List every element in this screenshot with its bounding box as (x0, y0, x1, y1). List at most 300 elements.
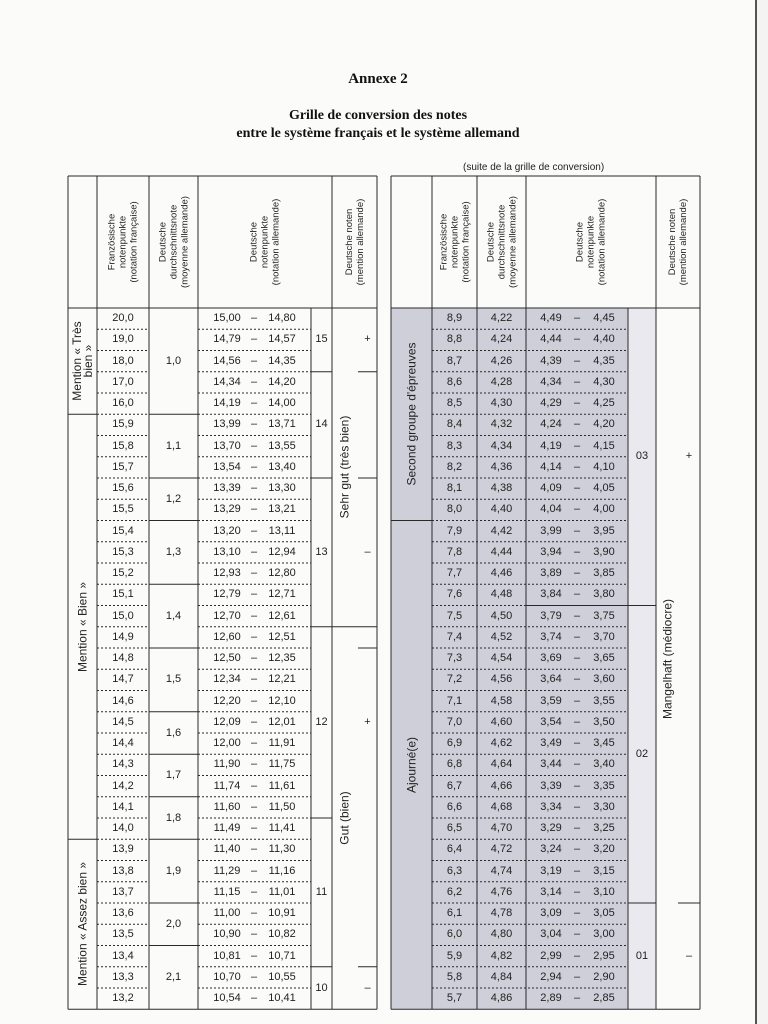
german-points-to-cell: 4,15 (593, 439, 615, 452)
header-french-points-line: notenpunkte (449, 215, 460, 269)
range-dash: – (573, 524, 581, 537)
german-average-cell: 1,3 (165, 545, 182, 558)
german-points-to-cell: 3,65 (593, 652, 615, 665)
german-points-to-cell: 11,75 (268, 758, 296, 771)
range-dash: – (573, 949, 581, 962)
german-points-to-cell: 2,90 (593, 970, 615, 983)
header-french-points-line: Französische (106, 213, 118, 271)
german-points-to-cell: 2,85 (593, 992, 615, 1005)
range-dash: – (250, 312, 258, 325)
german-average-cell: 4,28 (490, 375, 513, 388)
french-grade-cell: 6,9 (446, 737, 463, 750)
french-grade-cell: 15,5 (112, 503, 134, 516)
german-points-from-cell: 13,20 (213, 524, 241, 537)
french-grade-cell: 8,0 (446, 503, 463, 516)
german-mention-label-line: Sehr gut (très bien) (337, 416, 352, 519)
german-points-to-cell: 12,21 (268, 673, 296, 686)
german-average-cell: 1,7 (165, 769, 182, 781)
header-french-points-line: (notation française) (460, 201, 471, 283)
german-point-group-cell: 13 (315, 545, 328, 558)
french-grade-cell: 8,2 (446, 460, 463, 473)
range-dash: – (250, 354, 258, 367)
range-dash: – (573, 545, 581, 558)
german-points-from-cell: 4,44 (540, 333, 562, 346)
french-grade-cell: 6,6 (446, 800, 463, 813)
french-grade-cell: 13,2 (112, 992, 134, 1005)
german-points-to-cell: 4,05 (593, 482, 615, 495)
german-points-to-cell: 3,70 (593, 630, 615, 643)
german-average-cell: 4,24 (490, 333, 513, 346)
german-points-to-cell: 3,50 (593, 715, 615, 728)
range-dash: – (573, 482, 581, 495)
french-grade-cell: 8,8 (446, 333, 463, 346)
range-dash: – (573, 460, 581, 473)
german-points-to-cell: 3,90 (593, 545, 615, 558)
french-grade-cell: 14,0 (112, 822, 134, 835)
french-grade-cell: 15,2 (112, 567, 134, 580)
range-dash: – (250, 418, 258, 431)
range-dash: – (573, 397, 581, 410)
section-label-right-0-line: Second groupe d'épreuves (404, 342, 418, 486)
german-points-to-cell: 3,20 (593, 843, 615, 856)
german-points-from-cell: 3,79 (540, 609, 562, 622)
range-dash: – (573, 822, 581, 835)
german-point-group-cell: 03 (635, 450, 649, 463)
french-grade-cell: 7,6 (446, 588, 463, 601)
french-grade-cell: 13,6 (112, 907, 134, 920)
german-points-from-cell: 3,94 (540, 545, 562, 558)
range-dash: – (250, 588, 258, 601)
range-dash: – (250, 970, 258, 983)
french-grade-cell: 8,7 (446, 354, 463, 367)
range-dash: – (573, 333, 581, 346)
header-german-points-line: notenpunkte (585, 215, 597, 269)
german-average-cell: 1,5 (165, 673, 182, 686)
header-german-points-line: notenpunkte (259, 215, 271, 269)
french-grade-cell: 7,3 (446, 652, 463, 665)
french-grade-cell: 14,2 (112, 779, 134, 792)
german-points-from-cell: 2,99 (540, 949, 562, 962)
french-grade-cell: 7,5 (446, 609, 463, 622)
german-points-from-cell: 4,24 (540, 418, 562, 431)
german-points-from-cell: 4,29 (540, 397, 562, 410)
german-points-to-cell: 3,80 (593, 588, 615, 601)
german-average-cell: 4,62 (490, 737, 513, 750)
german-points-from-cell: 14,56 (213, 354, 241, 367)
section-label-right-1 (406, 524, 417, 1007)
german-points-from-cell: 13,54 (213, 460, 241, 473)
range-dash: – (250, 694, 258, 707)
german-points-to-cell: 11,01 (268, 885, 296, 898)
mention-sign: – (364, 545, 371, 558)
german-points-from-cell: 11,60 (213, 800, 241, 813)
german-points-from-cell: 3,64 (540, 673, 562, 686)
french-grade-cell: 8,1 (446, 482, 463, 495)
header-german-average-line: durchschnittsnote (168, 204, 179, 280)
german-points-to-cell: 11,91 (268, 737, 296, 750)
french-grade-cell: 14,9 (112, 630, 134, 643)
german-points-from-cell: 4,49 (540, 312, 562, 325)
german-points-from-cell: 13,70 (213, 439, 241, 452)
german-points-to-cell: 13,71 (268, 418, 296, 431)
german-points-to-cell: 3,60 (593, 673, 615, 686)
range-dash: – (250, 333, 258, 346)
header-german-mention-line: (mention allemande) (354, 198, 366, 286)
range-dash: – (573, 567, 581, 580)
german-average-cell: 4,78 (490, 907, 513, 920)
range-dash: – (250, 460, 258, 473)
french-grade-cell: 13,5 (112, 928, 134, 941)
french-grade-cell: 17,0 (112, 375, 134, 388)
german-points-from-cell: 4,34 (540, 375, 562, 388)
range-dash: – (250, 822, 258, 835)
german-average-cell: 1,0 (165, 354, 182, 367)
french-grade-cell: 14,7 (112, 673, 134, 686)
header-german-average (157, 178, 190, 306)
french-grade-cell: 15,4 (112, 524, 134, 537)
german-points-to-cell: 3,75 (593, 609, 615, 622)
german-points-from-cell: 3,99 (540, 524, 562, 537)
header-french-points-line: Französische (438, 213, 449, 271)
french-grade-cell: 5,7 (446, 992, 463, 1005)
range-dash: – (573, 375, 581, 388)
german-points-to-cell: 4,40 (593, 333, 615, 346)
french-grade-cell: 6,1 (446, 907, 463, 920)
header-german-mention (667, 178, 689, 306)
german-points-from-cell: 11,40 (213, 843, 241, 856)
german-points-from-cell: 3,54 (540, 715, 562, 728)
german-average-cell: 4,46 (490, 567, 513, 580)
french-grade-cell: 6,2 (446, 885, 463, 898)
range-dash: – (573, 588, 581, 601)
section-label-2-line: Mention « Assez bien » (75, 862, 89, 987)
french-grade-cell: 5,9 (446, 949, 463, 962)
german-average-cell: 4,36 (490, 460, 513, 473)
german-points-to-cell: 3,45 (593, 737, 615, 750)
german-points-from-cell: 3,14 (540, 885, 562, 898)
german-average-cell: 1,4 (165, 609, 182, 622)
german-points-to-cell: 12,61 (268, 609, 296, 622)
german-average-cell: 4,58 (490, 694, 513, 707)
german-mention-label-line: Mangelhaft (médiocre) (660, 598, 675, 719)
german-average-cell: 4,50 (490, 609, 513, 622)
mention-sign: – (364, 981, 371, 994)
german-points-from-cell: 4,14 (540, 460, 562, 473)
german-points-to-cell: 10,55 (268, 970, 296, 983)
french-grade-cell: 8,4 (446, 418, 463, 431)
german-points-to-cell: 4,00 (593, 503, 615, 516)
german-average-cell: 4,64 (490, 758, 513, 771)
french-grade-cell: 8,6 (446, 375, 463, 388)
range-dash: – (573, 758, 581, 771)
range-dash: – (250, 545, 258, 558)
german-points-from-cell: 12,79 (213, 588, 241, 601)
german-points-to-cell: 12,51 (268, 630, 296, 643)
french-grade-cell: 13,4 (112, 949, 134, 962)
section-label-0-line: bien » (80, 344, 95, 378)
german-points-from-cell: 4,04 (540, 503, 562, 516)
german-average-cell: 4,74 (490, 864, 513, 877)
german-points-from-cell: 3,69 (540, 652, 562, 665)
section-label-right-1-line: Ajourné(e) (404, 736, 418, 793)
range-dash: – (250, 864, 258, 877)
german-average-cell: 1,8 (165, 811, 182, 824)
german-points-from-cell: 3,09 (540, 907, 562, 920)
french-grade-cell: 7,9 (446, 524, 463, 537)
french-grade-cell: 20,0 (112, 312, 134, 325)
range-dash: – (250, 715, 258, 728)
german-points-from-cell: 11,74 (213, 779, 241, 792)
german-points-from-cell: 11,49 (213, 822, 241, 835)
header-german-points-line: (notation allemande) (270, 198, 282, 286)
range-dash: – (573, 800, 581, 813)
german-points-to-cell: 11,41 (268, 822, 296, 835)
german-points-from-cell: 12,50 (213, 652, 241, 665)
german-points-to-cell: 3,35 (593, 779, 615, 792)
german-points-from-cell: 3,89 (540, 567, 562, 580)
french-grade-cell: 15,3 (112, 545, 134, 558)
range-dash: – (250, 630, 258, 643)
german-average-cell: 4,82 (490, 949, 513, 962)
header-french-points-line: notenpunkte (117, 215, 129, 269)
german-points-from-cell: 3,74 (540, 630, 562, 643)
french-grade-cell: 6,5 (446, 822, 463, 835)
range-dash: – (250, 992, 258, 1005)
french-grade-cell: 13,9 (112, 843, 134, 856)
german-points-to-cell: 3,25 (593, 822, 615, 835)
right-points-shade (628, 308, 656, 1009)
range-dash: – (573, 737, 581, 750)
german-points-from-cell: 12,60 (213, 630, 241, 643)
french-grade-cell: 15,9 (112, 418, 134, 431)
french-grade-cell: 14,4 (112, 737, 134, 750)
german-points-to-cell: 4,25 (593, 397, 615, 410)
french-grade-cell: 16,0 (112, 397, 134, 410)
german-points-from-cell: 12,00 (213, 737, 241, 750)
german-points-to-cell: 13,40 (268, 460, 296, 473)
german-average-cell: 4,66 (490, 779, 513, 792)
french-grade-cell: 13,8 (112, 864, 134, 877)
range-dash: – (250, 949, 258, 962)
german-points-to-cell: 3,30 (593, 800, 615, 813)
header-german-points (249, 178, 282, 306)
german-point-group-cell: 01 (635, 949, 649, 962)
german-point-group-cell: 14 (315, 418, 328, 431)
french-grade-cell: 14,6 (112, 694, 134, 707)
header-german-average (485, 178, 518, 306)
range-dash: – (573, 843, 581, 856)
french-grade-cell: 8,3 (446, 439, 463, 452)
french-grade-cell: 13,3 (112, 970, 134, 983)
range-dash: – (250, 737, 258, 750)
german-point-group-cell: 10 (315, 981, 328, 994)
german-average-cell: 4,72 (490, 843, 513, 856)
german-points-to-cell: 12,71 (268, 588, 296, 601)
german-points-to-cell: 3,10 (593, 885, 615, 898)
french-grade-cell: 8,9 (446, 312, 463, 325)
german-average-cell: 4,38 (490, 482, 513, 495)
range-dash: – (573, 503, 581, 516)
german-points-from-cell: 13,29 (213, 503, 241, 516)
range-dash: – (250, 652, 258, 665)
german-points-to-cell: 13,55 (268, 439, 296, 452)
german-points-from-cell: 13,99 (213, 418, 241, 431)
header-german-points (575, 178, 608, 306)
range-dash: – (250, 567, 258, 580)
annex-title: Annexe 2 (348, 71, 408, 87)
french-grade-cell: 13,7 (112, 885, 134, 898)
german-average-cell: 4,26 (490, 354, 513, 367)
french-grade-cell: 14,3 (112, 758, 134, 771)
german-points-to-cell: 3,15 (593, 864, 615, 877)
range-dash: – (573, 439, 581, 452)
range-dash: – (573, 715, 581, 728)
german-average-cell: 4,52 (490, 630, 513, 643)
section-label-1-line: Mention « Bien » (75, 581, 89, 672)
range-dash: – (573, 970, 581, 983)
french-grade-cell: 6,3 (446, 864, 463, 877)
header-french-points (438, 178, 471, 306)
german-average-cell: 4,48 (490, 588, 513, 601)
german-points-to-cell: 11,16 (268, 864, 296, 877)
german-points-from-cell: 13,10 (213, 545, 241, 558)
header-french-points-line: (notation française) (128, 201, 140, 283)
german-points-from-cell: 11,15 (213, 885, 241, 898)
german-points-to-cell: 10,71 (268, 949, 296, 962)
french-grade-cell: 18,0 (112, 354, 134, 367)
german-average-cell: 4,44 (490, 545, 513, 558)
range-dash: – (573, 907, 581, 920)
german-points-from-cell: 12,70 (213, 609, 241, 622)
french-grade-cell: 5,8 (446, 970, 463, 983)
german-average-cell: 2,0 (165, 917, 182, 930)
range-dash: – (250, 800, 258, 813)
french-grade-cell: 8,5 (446, 397, 463, 410)
german-points-from-cell: 3,44 (540, 758, 562, 771)
range-dash: – (250, 673, 258, 686)
german-point-group-cell: 12 (315, 715, 328, 728)
german-points-to-cell: 13,21 (268, 503, 296, 516)
header-german-points-line: Deutsche (248, 221, 260, 263)
header-german-mention-line: Deutsche noten (343, 208, 355, 276)
german-points-to-cell: 13,30 (268, 482, 296, 495)
section-label-0-line: Mention « Très (69, 321, 84, 401)
range-dash: – (573, 992, 581, 1005)
german-points-to-cell: 10,41 (268, 992, 296, 1005)
german-points-from-cell: 11,29 (213, 864, 241, 877)
mention-sign: + (685, 450, 693, 463)
french-grade-cell: 15,1 (112, 588, 134, 601)
german-points-to-cell: 3,55 (593, 694, 615, 707)
range-dash: – (573, 418, 581, 431)
range-dash: – (573, 864, 581, 877)
german-points-from-cell: 4,39 (540, 354, 562, 367)
range-dash: – (573, 694, 581, 707)
german-points-from-cell: 15,00 (213, 312, 241, 325)
german-points-to-cell: 14,35 (268, 354, 296, 367)
german-points-to-cell: 12,94 (268, 545, 296, 558)
document-title-line-2: entre le système français et le système allemand (236, 126, 520, 141)
german-average-cell: 2,1 (165, 970, 182, 983)
german-points-to-cell: 11,61 (268, 779, 296, 792)
german-points-from-cell: 3,34 (540, 800, 562, 813)
range-dash: – (573, 652, 581, 665)
german-points-to-cell: 12,10 (268, 694, 296, 707)
german-mention-label (337, 367, 352, 567)
german-points-from-cell: 11,90 (213, 758, 241, 771)
mention-sign: + (364, 333, 371, 346)
german-points-from-cell: 3,24 (540, 843, 562, 856)
french-grade-cell: 14,8 (112, 652, 134, 665)
german-points-to-cell: 12,01 (268, 715, 296, 728)
german-points-from-cell: 4,09 (540, 482, 562, 495)
german-points-from-cell: 3,19 (540, 864, 562, 877)
german-average-cell: 1,1 (165, 439, 182, 452)
german-points-to-cell: 3,00 (593, 928, 615, 941)
german-average-cell: 4,32 (490, 418, 513, 431)
german-points-from-cell: 14,19 (213, 397, 241, 410)
german-points-to-cell: 12,35 (268, 652, 296, 665)
german-mention-label (337, 718, 352, 918)
french-grade-cell: 7,0 (446, 715, 463, 728)
french-grade-cell: 15,7 (112, 460, 134, 473)
header-german-points-line: Deutsche (574, 221, 586, 263)
german-average-cell: 4,22 (490, 312, 513, 325)
german-points-to-cell: 11,30 (268, 843, 296, 856)
french-grade-cell: 15,8 (112, 439, 134, 452)
german-average-cell: 4,34 (490, 439, 513, 452)
range-dash: – (250, 928, 258, 941)
document-title-line-1: Grille de conversion des notes (288, 108, 468, 123)
german-points-from-cell: 14,79 (213, 333, 241, 346)
german-mention-label-line: Gut (bien) (337, 791, 352, 845)
french-grade-cell: 7,7 (446, 567, 463, 580)
header-french-points (107, 178, 140, 306)
german-points-to-cell: 2,95 (593, 949, 615, 962)
french-grade-cell: 7,1 (446, 694, 463, 707)
mention-sign: – (685, 949, 693, 962)
range-dash: – (250, 885, 258, 898)
range-dash: – (573, 673, 581, 686)
german-points-to-cell: 4,45 (593, 312, 615, 325)
section-label-right-0 (406, 311, 417, 518)
german-average-cell: 1,2 (165, 492, 182, 505)
german-points-to-cell: 3,40 (593, 758, 615, 771)
header-german-mention-line: Deutsche noten (667, 208, 678, 276)
header-german-average-line: (moyenne allemande) (507, 196, 518, 288)
german-points-to-cell: 4,35 (593, 354, 615, 367)
german-points-to-cell: 4,30 (593, 375, 615, 388)
range-dash: – (573, 779, 581, 792)
german-points-to-cell: 14,80 (268, 312, 296, 325)
german-points-from-cell: 12,93 (213, 567, 241, 580)
header-german-average-line: (moyenne allemande) (179, 196, 190, 288)
french-grade-cell: 7,2 (446, 673, 463, 686)
german-average-cell: 1,9 (165, 864, 182, 877)
german-points-to-cell: 12,80 (268, 567, 296, 580)
german-points-from-cell: 3,84 (540, 588, 562, 601)
german-points-from-cell: 10,54 (213, 992, 241, 1005)
german-average-cell: 4,70 (490, 822, 513, 835)
french-grade-cell: 14,5 (112, 715, 134, 728)
french-grade-cell: 19,0 (112, 333, 134, 346)
german-points-to-cell: 14,00 (268, 397, 296, 410)
german-points-to-cell: 14,20 (268, 375, 296, 388)
german-points-from-cell: 3,49 (540, 737, 562, 750)
german-points-from-cell: 3,39 (540, 779, 562, 792)
german-point-group-cell: 11 (315, 885, 328, 898)
range-dash: – (250, 779, 258, 792)
